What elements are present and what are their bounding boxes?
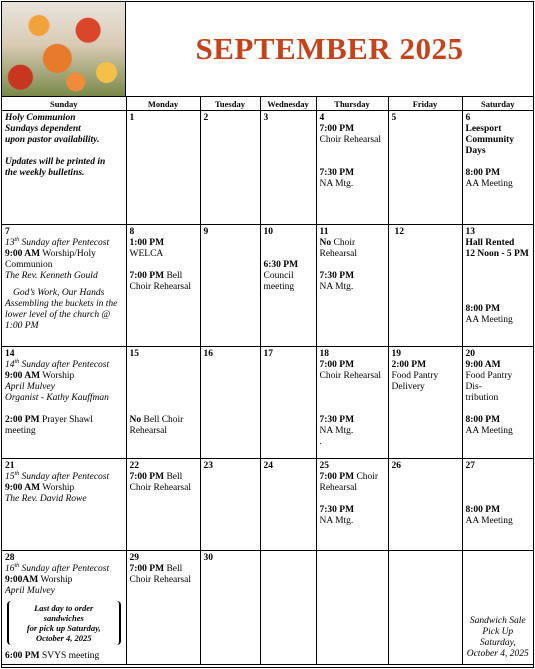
day-number: 3 <box>263 113 269 123</box>
day-cell <box>260 347 316 459</box>
day-cell <box>2 347 126 459</box>
day-cell <box>388 111 462 225</box>
week-row <box>2 459 533 551</box>
event-label: Worship <box>40 371 75 381</box>
weekday-thursday: Thursday <box>316 97 388 111</box>
event-label: NA Mtg. <box>319 516 354 526</box>
organist-name: Organist - Kathy Kauffman <box>5 393 109 403</box>
day-cell <box>126 551 200 665</box>
day-number: 21 <box>5 461 15 471</box>
communion-note: upon pastor availability. <box>5 135 100 145</box>
event-label: 12 Noon - 5 PM <box>465 249 529 259</box>
event-label: Choir <box>354 472 379 482</box>
event-time: 7:00 PM <box>129 564 165 574</box>
event-time: 7:00 PM <box>319 124 355 134</box>
event-label: Rehearsal <box>319 483 357 493</box>
event-label: NA Mtg. <box>319 426 354 436</box>
day-cell <box>2 459 126 551</box>
event-label: Rehearsal <box>129 426 167 436</box>
event-label: Community <box>465 135 515 145</box>
notice-line: October 4, 2025 <box>36 633 92 643</box>
day-number: 8 <box>129 227 135 237</box>
event-label: Worship/Holy <box>40 249 96 259</box>
event-label: AA Meeting <box>465 426 513 436</box>
event-label: Choir Rehearsal <box>129 483 191 493</box>
event-time: 7:30 PM <box>319 168 355 178</box>
day-number: 13 <box>465 227 475 237</box>
event-time: 2:00 PM <box>5 415 40 425</box>
service-note: 1:00 PM <box>5 321 39 331</box>
event-time: 1:00 PM <box>129 238 165 248</box>
event-time: 7:30 PM <box>319 415 355 425</box>
sale-line: Sandwich Sale <box>469 616 526 626</box>
day-number: 23 <box>203 461 213 471</box>
event-label: AA Meeting <box>465 179 513 189</box>
pastor-name: The Rev. David Rowe <box>5 494 87 504</box>
liturgical-day: 16th Sunday after Pentecost <box>5 562 110 574</box>
day-number: 16 <box>203 349 213 359</box>
event-time: 8:00 PM <box>465 304 501 314</box>
service-note: God’s Work, Our Hands <box>13 288 105 298</box>
day-cell <box>388 225 462 347</box>
weekday-wednesday: Wednesday <box>260 97 316 111</box>
event-label: Choir Rehearsal <box>319 371 381 381</box>
calendar-title: SEPTEMBER 2025 <box>195 31 464 66</box>
musician-name: April Mulvey <box>5 586 55 596</box>
day-cell <box>316 459 388 551</box>
sandwich-order-notice <box>7 601 121 645</box>
event-time: 7:00 PM <box>319 360 355 370</box>
weekday-sunday: Sunday <box>2 97 126 111</box>
communion-note: Sundays dependent <box>5 124 81 134</box>
event-time: 9:00 AM <box>5 483 41 493</box>
day-cell <box>200 111 260 225</box>
flower-photo <box>2 2 126 96</box>
day-cell <box>126 225 200 347</box>
event-label: Food Pantry <box>391 371 439 381</box>
day-number: 30 <box>203 553 213 563</box>
event-time: 7:30 PM <box>319 271 355 281</box>
day-cell <box>2 225 126 347</box>
day-cell <box>200 551 260 665</box>
day-cell <box>462 347 533 459</box>
event-label: NA Mtg. <box>319 282 354 292</box>
day-cell <box>126 347 200 459</box>
day-cell <box>200 225 260 347</box>
day-number: 26 <box>391 461 401 471</box>
event-time: 9:00AM <box>5 575 39 585</box>
event-time: 7:30 PM <box>319 505 355 515</box>
bulletin-note: Updates will be printed in <box>5 157 106 167</box>
notice-line: Last day to order sandwiches <box>34 603 94 623</box>
day-cell <box>388 459 462 551</box>
day-number: 17 <box>263 349 273 359</box>
event-label: . <box>319 437 322 447</box>
day-number: 25 <box>319 461 329 471</box>
day-number: 9 <box>203 227 209 237</box>
event-label: Hall Rented <box>465 238 515 248</box>
event-qualifier: No <box>129 415 142 425</box>
pastor-name: The Rev. Kenneth Gould <box>5 271 98 281</box>
event-label: Worship <box>38 575 73 585</box>
week-row <box>2 551 533 665</box>
day-cell <box>260 459 316 551</box>
day-number: 29 <box>129 553 139 563</box>
week-row <box>2 347 533 459</box>
day-cell <box>126 111 200 225</box>
day-cell <box>316 347 388 459</box>
sale-line: Pick Up <box>482 627 514 637</box>
event-label: Delivery <box>391 382 425 392</box>
calendar-header <box>2 2 533 97</box>
event-label: Bell <box>164 472 183 482</box>
event-label: AA Meeting <box>465 315 513 325</box>
event-label: meeting <box>263 282 295 292</box>
day-cell <box>200 347 260 459</box>
event-label: Worship <box>40 483 75 493</box>
event-label: Council <box>263 271 294 281</box>
event-time: 9:00 AM <box>465 360 501 370</box>
event-label: tribution <box>465 393 499 403</box>
day-number: 24 <box>263 461 273 471</box>
event-label: AA Meeting <box>465 516 513 526</box>
day-number: 2 <box>203 113 209 123</box>
day-number: 6 <box>465 113 471 123</box>
day-number: 10 <box>263 227 273 237</box>
event-label: Days <box>465 146 486 156</box>
weekday-friday: Friday <box>388 97 462 111</box>
event-label: Choir <box>331 238 356 248</box>
liturgical-day: 15th Sunday after Pentecost <box>5 470 110 482</box>
liturgical-day: 14th Sunday after Pentecost <box>5 358 110 370</box>
event-time: 7:00 PM <box>319 472 355 482</box>
weekday-header-row <box>2 97 533 111</box>
event-label: Rehearsal <box>319 249 357 259</box>
musician-name: April Mulvey <box>5 382 55 392</box>
event-label: Choir Rehearsal <box>319 135 381 145</box>
event-time: 8:00 PM <box>465 505 501 515</box>
liturgical-day: 13th Sunday after Pentecost <box>5 236 110 248</box>
week-row <box>2 225 533 347</box>
day-number: 28 <box>5 553 15 563</box>
calendar-grid <box>2 96 533 665</box>
day-cell <box>260 551 316 665</box>
weekday-tuesday: Tuesday <box>200 97 260 111</box>
day-cell <box>316 551 388 665</box>
weekday-saturday: Saturday <box>462 97 533 111</box>
sandwich-sale-note <box>466 616 531 660</box>
event-time: 6:30 PM <box>263 260 299 270</box>
event-time: 8:00 PM <box>465 415 501 425</box>
event-label: Food Pantry Dis- <box>465 371 513 392</box>
day-number: 7 <box>5 227 10 237</box>
day-number: 12 <box>394 227 404 237</box>
event-label: SVYS meeting <box>39 651 100 661</box>
sale-line: October 4, 2025 <box>466 649 529 659</box>
event-label: WELCA <box>129 249 164 259</box>
week-row <box>2 111 533 225</box>
day-number: 19 <box>391 349 401 359</box>
sale-line: Saturday, <box>479 638 516 648</box>
communion-note: Holy Communion <box>5 113 76 123</box>
day-cell <box>260 111 316 225</box>
day-cell <box>316 111 388 225</box>
weekday-monday: Monday <box>126 97 200 111</box>
event-label: Communion <box>5 260 53 270</box>
event-time: 6:00 PM <box>5 651 40 661</box>
event-label: Choir Rehearsal <box>129 282 191 292</box>
calendar-page <box>1 1 534 668</box>
event-label: Choir Rehearsal <box>129 575 191 585</box>
event-time: 2:00 PM <box>391 360 427 370</box>
day-number: 11 <box>319 227 329 237</box>
bulletin-note: the weekly bulletins. <box>5 168 85 178</box>
day-cell <box>462 551 533 665</box>
day-cell <box>260 225 316 347</box>
event-time: 7:00 PM <box>129 271 165 281</box>
day-cell <box>126 459 200 551</box>
day-cell <box>316 225 388 347</box>
event-label: Leesport <box>465 124 502 134</box>
day-number: 1 <box>129 113 135 123</box>
event-time: 7:00 PM <box>129 472 165 482</box>
event-label: NA Mtg. <box>319 179 354 189</box>
event-time: 9:00 AM <box>5 371 41 381</box>
service-note: Assembling the buckets in the <box>5 299 118 309</box>
day-number: 27 <box>465 461 475 471</box>
event-label: Prayer Shawl <box>39 415 93 425</box>
day-cell <box>2 551 126 665</box>
day-number: 20 <box>465 349 475 359</box>
day-number: 15 <box>129 349 139 359</box>
day-cell <box>462 225 533 347</box>
day-cell <box>388 347 462 459</box>
day-number: 22 <box>129 461 139 471</box>
service-note: lower level of the church @ <box>5 310 111 320</box>
day-number: 14 <box>5 349 15 359</box>
event-label: meeting <box>5 426 36 436</box>
day-number: 4 <box>319 113 325 123</box>
event-label: Bell <box>164 271 183 281</box>
day-cell <box>200 459 260 551</box>
day-cell <box>462 111 533 225</box>
event-time: 8:00 PM <box>465 168 501 178</box>
day-cell <box>388 551 462 665</box>
event-label: Bell <box>164 564 183 574</box>
day-cell <box>462 459 533 551</box>
event-label: Bell Choir <box>141 415 184 425</box>
day-number: 5 <box>391 113 397 123</box>
event-qualifier: No <box>319 238 332 248</box>
day-number: 18 <box>319 349 329 359</box>
event-time: 9:00 AM <box>5 249 41 259</box>
notice-line: for pick up Saturday, <box>26 623 101 633</box>
day-cell <box>2 111 126 225</box>
